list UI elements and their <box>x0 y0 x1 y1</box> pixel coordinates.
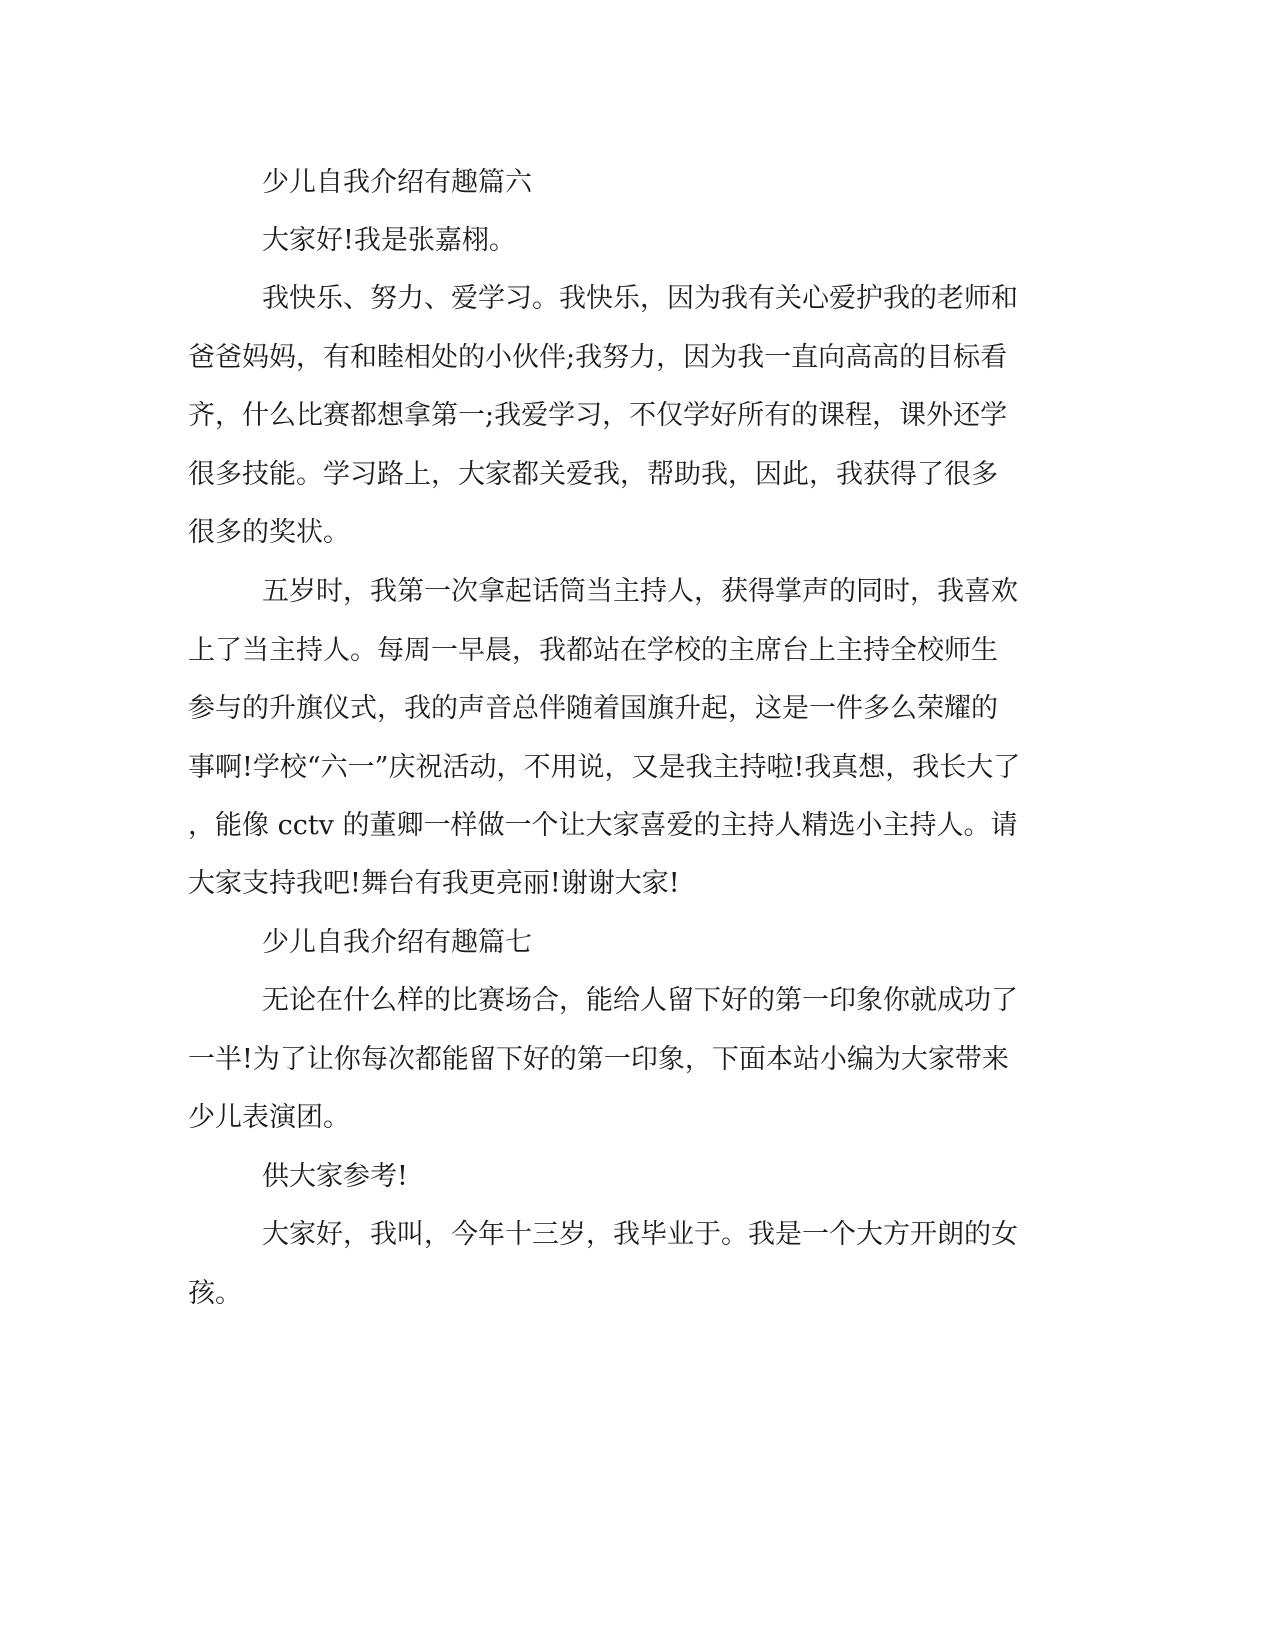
paragraph-line: 上了当主持人。每周一早晨，我都站在学校的主席台上主持全校师生 <box>188 635 998 666</box>
paragraph-line: 我快乐、努力、爱学习。我快乐，因为我有关心爱护我的老师和 <box>262 283 1018 314</box>
paragraph-line: 少儿表演团。 <box>188 1102 350 1133</box>
paragraph-line: 无论在什么样的比赛场合，能给人留下好的第一印象你就成功了 <box>262 985 1018 1016</box>
paragraph-line: 孩。 <box>188 1278 242 1309</box>
paragraph-line: 参与的升旗仪式，我的声音总伴随着国旗升起，这是一件多么荣耀的 <box>188 693 998 724</box>
paragraph-line: 齐，什么比赛都想拿第一;我爱学习，不仅学好所有的课程，课外还学 <box>188 400 1008 431</box>
paragraph-line: 大家好，我叫，今年十三岁，我毕业于。我是一个大方开朗的女 <box>262 1219 1018 1250</box>
paragraph-line: 大家支持我吧!舞台有我更亮丽!谢谢大家! <box>188 868 680 899</box>
paragraph-line: ，能像 cctv 的董卿一样做一个让大家喜爱的主持人精选小主持人。请 <box>188 810 1018 841</box>
section-heading-6: 少儿自我介绍有趣篇六 <box>262 167 532 198</box>
paragraph-line: 很多技能。学习路上，大家都关爱我，帮助我，因此，我获得了很多 <box>188 459 998 490</box>
paragraph-line: 一半!为了让你每次都能留下好的第一印象，下面本站小编为大家带来 <box>188 1044 1009 1075</box>
paragraph-line: 五岁时，我第一次拿起话筒当主持人，获得掌声的同时，我喜欢 <box>262 576 1018 607</box>
paragraph-line: 爸爸妈妈，有和睦相处的小伙伴;我努力，因为我一直向高高的目标看 <box>188 342 1008 373</box>
paragraph-line: 很多的奖状。 <box>188 517 350 548</box>
paragraph-line: 大家好!我是张嘉栩。 <box>262 225 516 256</box>
section-heading-7: 少儿自我介绍有趣篇七 <box>262 927 532 958</box>
paragraph-line: 事啊!学校“六一”庆祝活动，不用说，又是我主持啦!我真想，我长大了 <box>188 752 1021 783</box>
paragraph-line: 供大家参考! <box>262 1161 408 1192</box>
